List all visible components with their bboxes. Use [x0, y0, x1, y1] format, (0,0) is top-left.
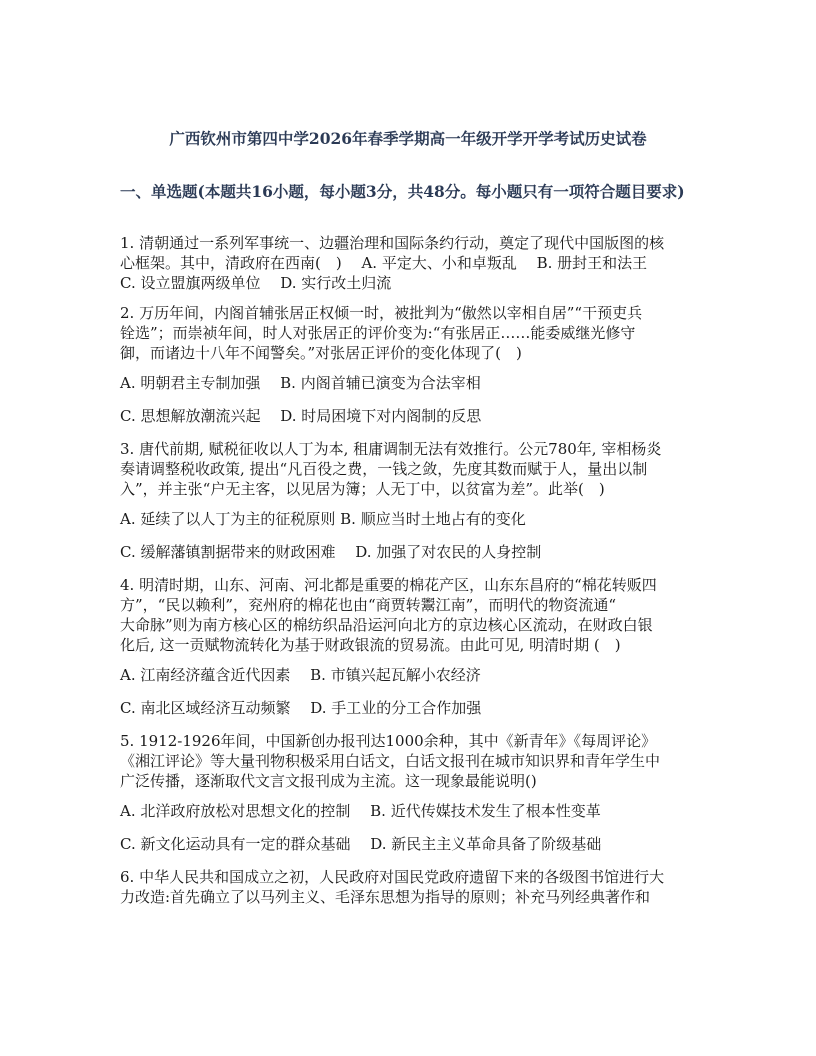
stem-line: 5. 1912-1926年间，中国新创办报刊达1000余种，其中《新青年》《每周评论》	[120, 732, 657, 750]
option-line: A. 延续了以人丁为主的征税原则 B. 顺应当时土地占有的变化	[120, 510, 526, 528]
option-line: A. 北洋政府放松对思想文化的控制 B. 近代传媒技术发生了根本性变革	[120, 802, 601, 820]
stem-line: 1. 清朝通过一系列军事统一、边疆治理和国际条约行动，奠定了现代中国版图的核	[120, 234, 665, 252]
stem-line: 入”，并主张“户无主客，以见居为簿；人无丁中，以贫富为差”。此举( )	[120, 480, 605, 498]
question-stem	[120, 439, 700, 499]
option-line: A. 明朝君主专制加强 B. 内阁首辅已演变为合法宰相	[120, 374, 481, 392]
section-heading: 一、单选题(本题共16小题，每小题3分，共48分。每小题只有一项符合题目要求)	[120, 182, 685, 201]
stem-line: 心框架。其中，清政府在西南( ) A. 平定大、小和卓叛乱 B. 册封王和法王	[120, 254, 648, 272]
question-list	[120, 233, 700, 917]
question-stem	[120, 233, 700, 293]
stem-line: 6. 中华人民共和国成立之初，人民政府对国民党政府遗留下来的各级图书馆进行大	[120, 868, 665, 886]
stem-line: 方”，“民以赖利”，兖州府的棉花也由“商贾转鬻江南”，而明代的物资流通“	[120, 596, 617, 614]
stem-line: 御，而诸边十八年不闻警矣。”对张居正评价的变化体现了( )	[120, 344, 522, 362]
question-stem	[120, 867, 700, 907]
option-line: C. 新文化运动具有一定的群众基础 D. 新民主主义革命具备了阶级基础	[120, 835, 602, 853]
stem-line: 大命脉”则为南方核心区的棉纺织品沿运河向北方的京边核心区流动，在财政白银	[120, 616, 653, 634]
stem-line: 力改造:首先确立了以马列主义、毛泽东思想为指导的原则；补充马列经典著作和	[120, 888, 651, 906]
question-stem	[120, 731, 700, 791]
question-stem	[120, 303, 700, 363]
stem-line: 广泛传播，逐渐取代文言文报刊成为主流。这一现象最能说明()	[120, 772, 537, 790]
stem-line: 《湘江评论》等大量刊物积极采用白话文，白话文报刊在城市知识界和青年学生中	[120, 752, 661, 770]
option-line: C. 缓解藩镇割据带来的财政困难 D. 加强了对农民的人身控制	[120, 543, 542, 561]
stem-line: 4. 明清时期，山东、河南、河北都是重要的棉花产区，山东东昌府的“棉花转贩四	[120, 576, 657, 594]
option-line: C. 南北区域经济互动频繁 D. 手工业的分工合作加强	[120, 699, 482, 717]
stem-line: 3. 唐代前期, 赋税征收以人丁为本, 租庸调制无法有效推行。公元780年, 宰相杨炎	[120, 440, 662, 458]
stem-line: 2. 万历年间，内阁首辅张居正权倾一时，被批判为“傲然以宰相自居”“干预吏兵	[120, 304, 643, 322]
option-line: A. 江南经济蕴含近代因素 B. 市镇兴起瓦解小农经济	[120, 666, 481, 684]
stem-line: C. 设立盟旗两级单位 D. 实行改土归流	[120, 274, 392, 292]
question-stem	[120, 575, 700, 655]
stem-line: 奏请调整税收政策, 提出“凡百役之费，一钱之敛，先度其数而赋于人，量出以制	[120, 460, 648, 478]
page-title: 广西钦州市第四中学2026年春季学期高一年级开学开学考试历史试卷	[169, 129, 647, 148]
option-line: C. 思想解放潮流兴起 D. 时局困境下对内阁制的反思	[120, 407, 482, 425]
stem-line: 铨选”；而崇祯年间，时人对张居正的评价变为:“有张居正……能委威继光修守	[120, 324, 636, 342]
stem-line: 化后, 这一贡赋物流转化为基于财政银流的贸易流。由此可见, 明清时期 ( )	[120, 636, 621, 654]
